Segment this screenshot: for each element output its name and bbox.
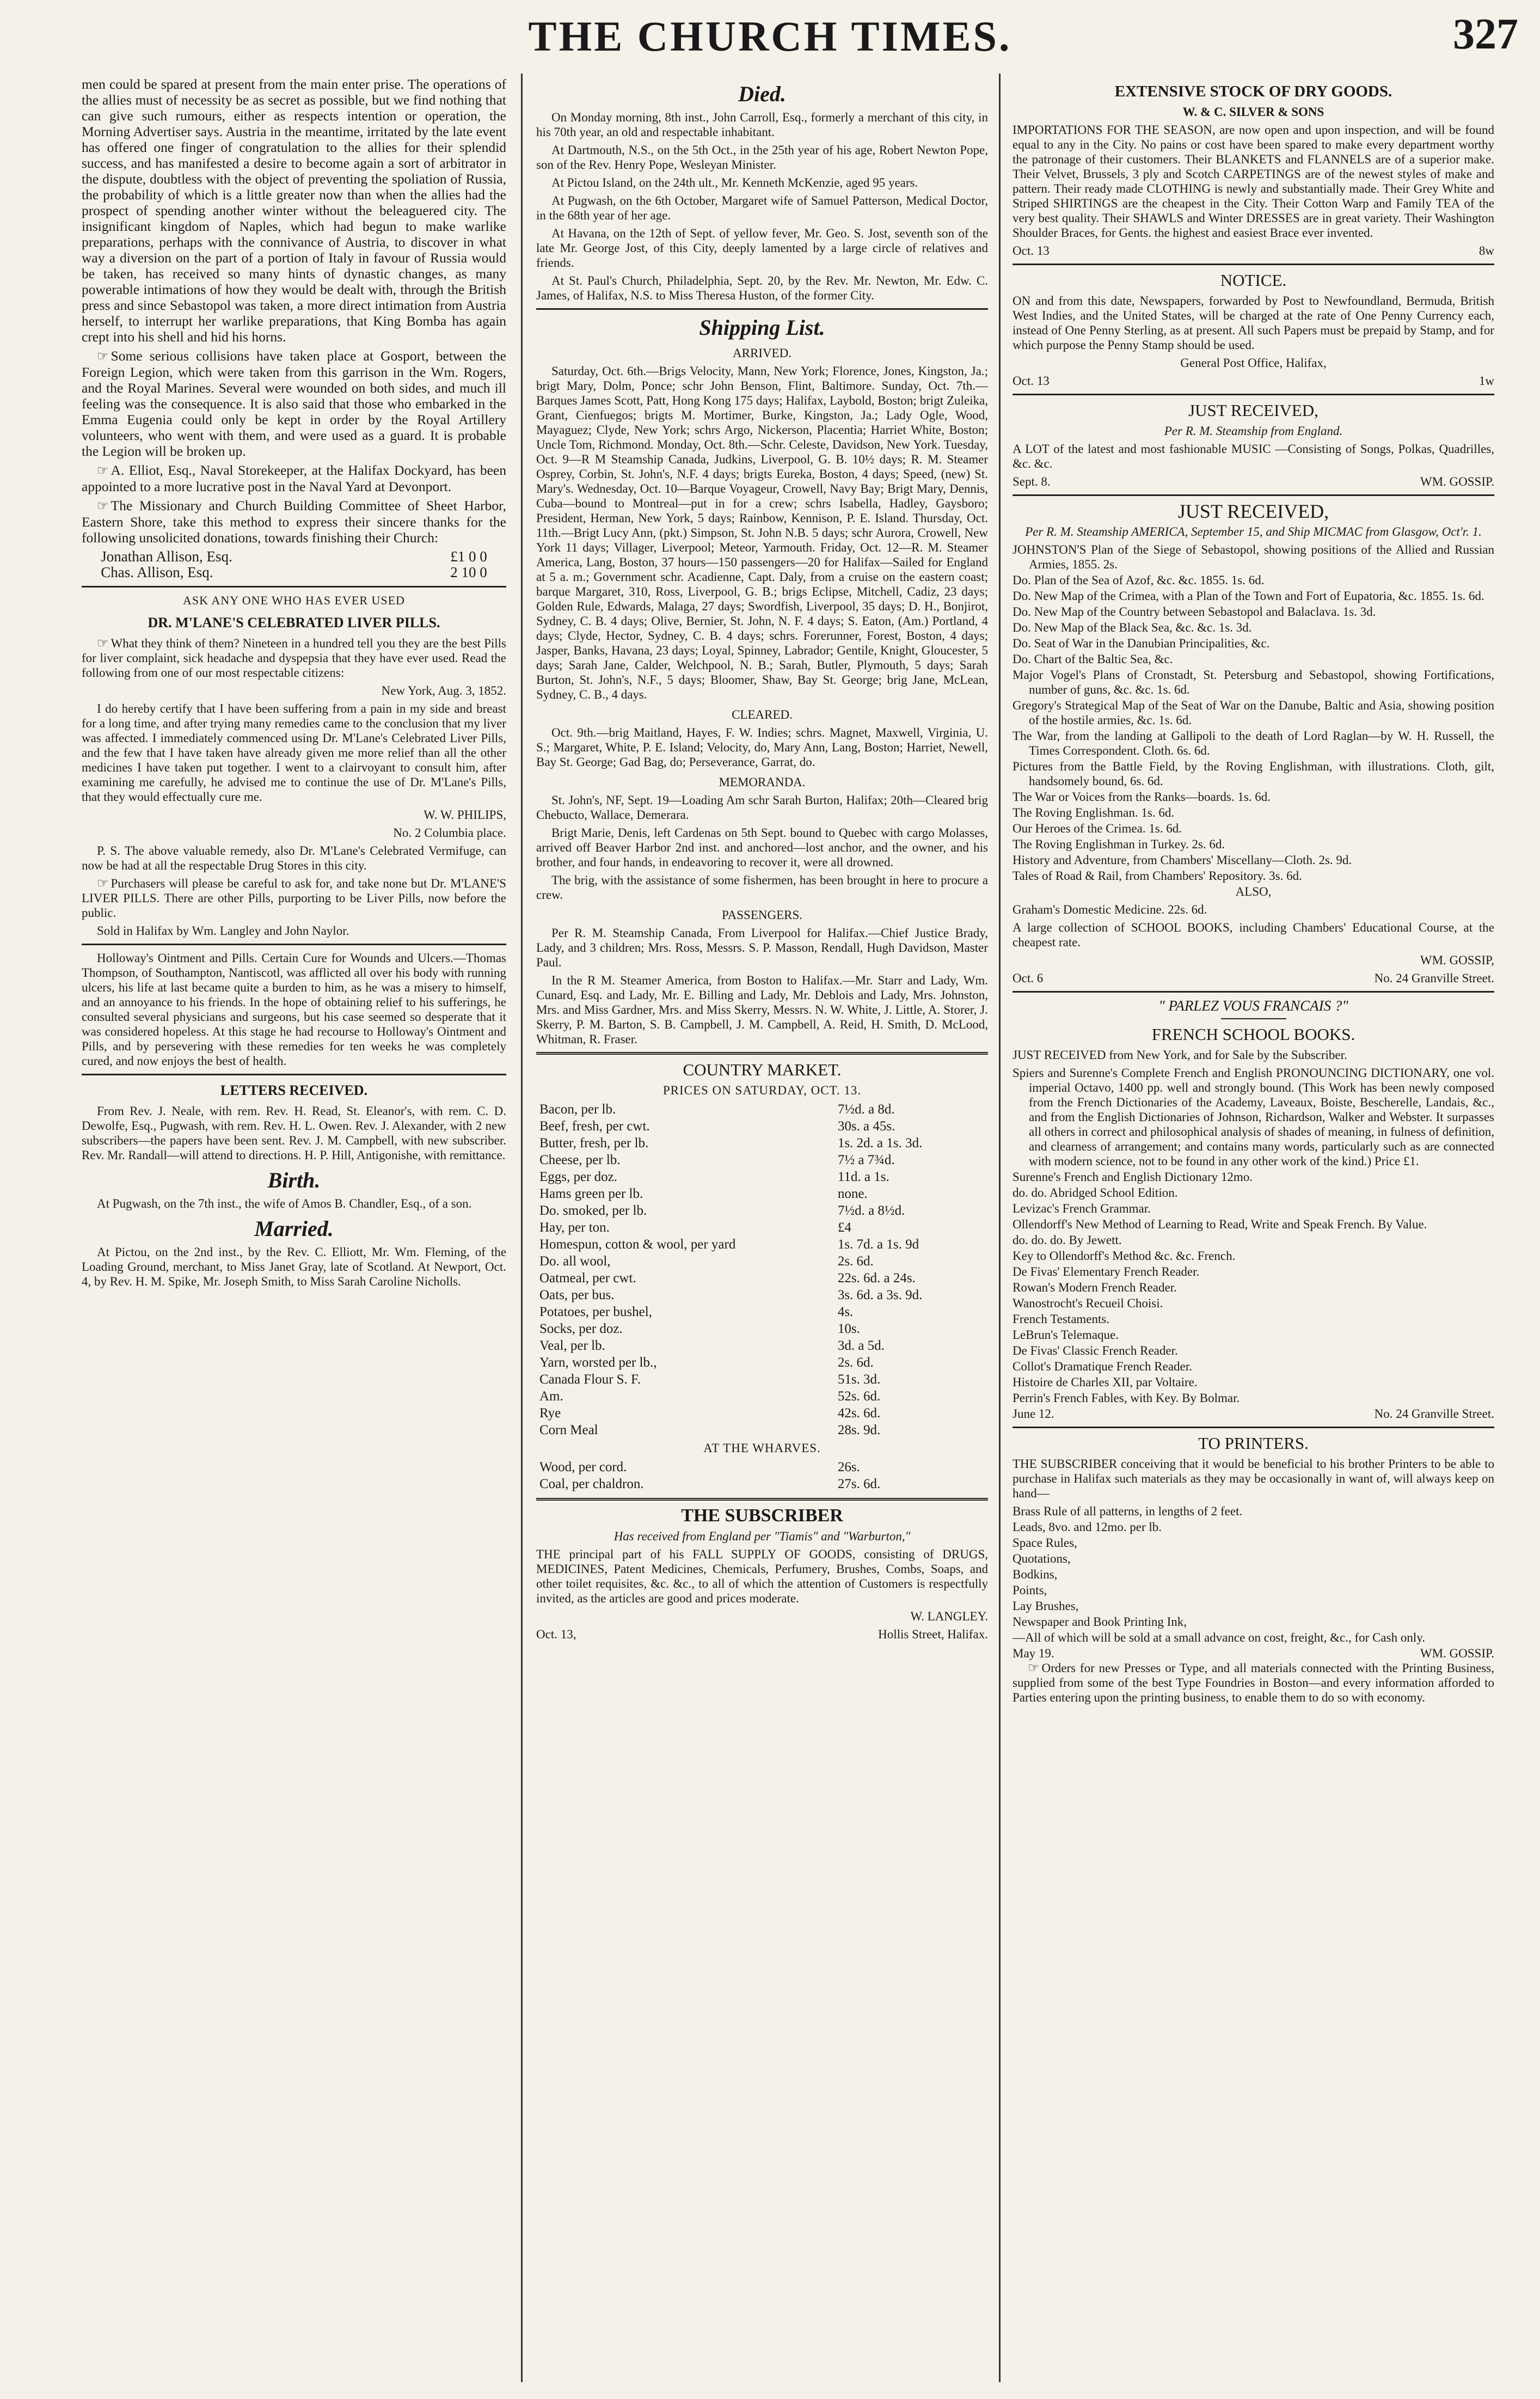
- just-received-2-heading: JUST RECEIVED,: [1177, 500, 1329, 522]
- market-item: Hams green per lb.: [539, 1186, 643, 1201]
- market-price: 3d. a 5d.: [837, 1338, 885, 1353]
- printers-signature: WM. GOSSIP.: [1420, 1647, 1494, 1660]
- list-item: Spiers and Surenne's Complete French and English PRONOUNCING DICTIONARY, one vol. imperial Octavo, 1400 pp. well and strongly bound. (This Work has been newly composed from the French Dictionaries of the Academy, Laveaux, Boiste, Bescherelle, Landais, &c., and from the English Dictionaries of Johnson, Richardson, Walker and Webster. It surpasses all others in correct and philosophical analysis of shades of meaning, in fulness of definition, and clearness of arrangement; and contains many words, particularly such as are connected with modern science, not to be found in any other work of the kind.) Price £1.: [1013, 1066, 1494, 1168]
- market-item: Oatmeal, per cwt.: [539, 1271, 636, 1286]
- list-item: De Fivas' Classic French Reader.: [1013, 1344, 1178, 1357]
- list-item: Major Vogel's Plans of Cronstadt, St. Petersburg and Sebastopol, showing Fortifications, number of guns, &c. &c. 1s. 6d.: [1013, 668, 1494, 696]
- subscriber-footer: [536, 1627, 988, 1642]
- subscriber-heading: THE SUBSCRIBER: [681, 1506, 843, 1526]
- school-books-item: A large collection of SCHOOL BOOKS, including Chambers' Educational Course, at the cheapest rate.: [1013, 921, 1494, 949]
- divider: [536, 1052, 988, 1055]
- table-row: [536, 1118, 988, 1135]
- table-row: Jonathan Allison, Esq. £1 0 0: [101, 548, 487, 565]
- jr2-signature: WM. GOSSIP,: [1420, 953, 1494, 967]
- list-item: Collot's Dramatique French Reader.: [1013, 1360, 1192, 1373]
- market-item: Hay, per ton.: [539, 1220, 610, 1235]
- table-row: [536, 1459, 988, 1476]
- divider: [536, 1498, 988, 1501]
- married-heading: Married.: [254, 1216, 334, 1241]
- list-item: Surenne's French and English Dictionary 12mo.: [1013, 1170, 1253, 1184]
- market-item: Eggs, per doz.: [539, 1170, 618, 1184]
- list-item: Rowan's Modern French Reader.: [1013, 1281, 1177, 1294]
- list-item: Do. Plan of the Sea of Azof, &c. &c. 1855. 1s. 6d.: [1013, 573, 1265, 587]
- list-item: JOHNSTON'S Plan of the Siege of Sebastopol, showing positions of the Allied and Russian Armies, 1855. 2s.: [1013, 543, 1494, 571]
- list-item: Wanostrocht's Recueil Choisi.: [1013, 1296, 1163, 1310]
- died-notice: At Pictou Island, on the 24th ult., Mr. Kenneth McKenzie, aged 95 years.: [551, 176, 918, 189]
- divider: [82, 944, 506, 945]
- column-rule: [999, 74, 1001, 2382]
- passengers-item: Per R. M. Steamship Canada, From Liverpool for Halifax.—Chief Justice Brady, Lady, and 3 children; Mrs. Ross, Messrs. S. P. Masson, Rendall, Hugh Davidson, Master Paul.: [536, 926, 988, 969]
- notice-footer: [1013, 374, 1494, 388]
- article-collisions: ☞ Some serious collisions have taken place at Gosport, between the Foreign Legion, which were taken from this garrison in the Wm. Rogers, and the Royal Marines. Several were wounded on both sides, and much ill feeling was the consequence. It is also said that those who embarked in the Emma Eugenia could only be kept in order by the Royal Artillery volunteers, who went with them, and were used as a guard. It is probable the Legion will be broken up.: [82, 348, 506, 459]
- list-item: Newspaper and Book Printing Ink,: [1013, 1615, 1187, 1629]
- market-price: 7½ a 7¾d.: [837, 1153, 895, 1167]
- arrived-heading: ARRIVED.: [733, 346, 792, 360]
- market-price: £4: [837, 1220, 851, 1235]
- french-date: June 12.: [1013, 1407, 1054, 1421]
- list-item: Do. New Map of the Black Sea, &c. &c. 1s. 3d.: [1013, 621, 1252, 634]
- table-row: Chas. Allison, Esq. 2 10 0: [101, 564, 487, 580]
- drygoods-subheading: W. & C. SILVER & SONS: [1182, 105, 1324, 119]
- table-row: [536, 1185, 988, 1202]
- printers-heading: TO PRINTERS.: [1198, 1434, 1309, 1453]
- birth-notice: At Pugwash, on the 7th inst., the wife of Amos B. Chandler, Esq., of a son.: [97, 1197, 472, 1210]
- pointing-hand-icon: ☞: [97, 348, 109, 364]
- mlane-caution: ☞ Purchasers will please be careful to ask for, and take none but Dr. M'LANE'S LIVER PILLS. There are other Pills, purporting to be Liver Pills, now before the public.: [82, 876, 506, 920]
- mlane-sold: Sold in Halifax by Wm. Langley and John Naylor.: [97, 924, 349, 938]
- memoranda-item: St. John's, NF, Sept. 19—Loading Am schr Sarah Burton, Halifax; 20th—Cleared brig Chebucto, Wallace, Demerara.: [536, 793, 988, 822]
- divider: [1013, 394, 1494, 395]
- market-item: Socks, per doz.: [539, 1321, 623, 1336]
- also-label: ALSO,: [1235, 885, 1272, 898]
- table-row: [536, 1236, 988, 1253]
- divider: [82, 586, 506, 587]
- divider: [1013, 264, 1494, 265]
- table-row: [536, 1101, 988, 1118]
- table-row: [536, 1422, 988, 1439]
- mlane-signature: W. W. PHILIPS,: [424, 808, 506, 822]
- market-price: 27s. 6d.: [837, 1477, 881, 1491]
- maps-book-list: [1013, 542, 1494, 883]
- pointing-hand-icon: ☞: [97, 498, 109, 513]
- list-item: Brass Rule of all patterns, in lengths of 2 feet.: [1013, 1504, 1243, 1518]
- donations-table: [99, 549, 489, 580]
- notice-body: ON and from this date, Newspapers, forwarded by Post to Newfoundland, Bermuda, British West Indies, and the United States, will be charged at the rate of One Penny Currency each, instead of One Penny Sterling, as at present. All such Papers must be prepaid by Stamp, and for which purpose the Penny Stamp should be used.: [1013, 294, 1494, 352]
- page-number: 327: [1453, 10, 1518, 58]
- market-item: Yarn, worsted per lb.,: [539, 1355, 657, 1370]
- list-item: Bodkins,: [1013, 1568, 1058, 1581]
- notice-date: Oct. 13: [1013, 374, 1050, 388]
- divider: [1013, 991, 1494, 993]
- table-row: [536, 1168, 988, 1185]
- table-row: [536, 1303, 988, 1320]
- list-item: Quotations,: [1013, 1552, 1071, 1565]
- market-item: Beef, fresh, per cwt.: [539, 1119, 650, 1134]
- list-item: Lay Brushes,: [1013, 1599, 1079, 1613]
- french-book-list: [1013, 1066, 1494, 1405]
- article-missionary: ☞ The Missionary and Church Building Committee of Sheet Harbor, Eastern Shore, take this method to express their sincere thanks for the following unsolicited donations, towards finishing their Church:: [82, 498, 506, 546]
- table-row: [536, 1202, 988, 1219]
- column-2: [536, 76, 988, 2379]
- market-heading: COUNTRY MARKET.: [683, 1060, 842, 1079]
- french-footer: [1013, 1406, 1494, 1421]
- list-item: Perrin's French Fables, with Key. By Bolmar.: [1013, 1391, 1240, 1405]
- subscriber-address: Hollis Street, Halifax.: [878, 1627, 988, 1641]
- mlane-dateline: New York, Aug. 3, 1852.: [381, 684, 506, 697]
- just-received-subheading: Per R. M. Steamship from England.: [1164, 424, 1343, 438]
- list-item: Points,: [1013, 1583, 1047, 1597]
- list-item: Leads, 8vo. and 12mo. per lb.: [1013, 1520, 1162, 1534]
- market-item: Potatoes, per bushel,: [539, 1305, 652, 1319]
- market-price: 30s. a 45s.: [837, 1119, 895, 1134]
- died-notice: At Pugwash, on the 6th October, Margaret wife of Samuel Patterson, Medical Doctor, in the 68th year of her age.: [536, 194, 988, 222]
- market-price: 7½d. a 8½d.: [837, 1203, 905, 1218]
- pointing-hand-icon: ☞: [97, 463, 109, 478]
- holloway-ad: Holloway's Ointment and Pills. Certain Cure for Wounds and Ulcers.—Thomas Thompson, of Southampton, Nantiscotl, was afflicted all over his body with running ulcers, his life at last became quite a burden to him, as he was a misery to himself, and an annoyance to his friends. In the hope of obtaining relief to his sufferings, he consulted several physicians and surgeons, but his case seemed so desperate that it was considered hopeless. At this stage he had recourse to Holloway's Ointment and Pills, and by persevering with these remedies for ten weeks he was completely cured, and now enjoys the best of health.: [82, 951, 506, 1068]
- list-item: Ollendorff's New Method of Learning to Read, Write and Speak French. By Value.: [1013, 1217, 1427, 1231]
- divider: [536, 308, 988, 310]
- table-row: [536, 1354, 988, 1371]
- market-item: Rye: [539, 1406, 561, 1421]
- letters-list: From Rev. J. Neale, with rem. Rev. H. Read, St. Eleanor's, with rem. C. D. Dewolfe, Esq., Pugwash, with rem. Rev. H. L. Owen. Rev. J. Alexander, with 2 new subscribers—the papers have been sent. Rev. J. M. Campbell, with new subscriber. Rev. Mr. Randall—will attend to directions. H. P. Hill, Antigonishe, with remittance.: [82, 1104, 506, 1162]
- cleared-heading: CLEARED.: [732, 708, 793, 721]
- just-received-signature: WM. GOSSIP.: [1420, 475, 1494, 488]
- market-item: Wood, per cord.: [539, 1460, 627, 1474]
- masthead: [0, 0, 1540, 60]
- list-item: Key to Ollendorff's Method &c. &c. French.: [1013, 1249, 1236, 1263]
- notice-heading: NOTICE.: [1220, 271, 1287, 290]
- article-elliot: ☞ A. Elliot, Esq., Naval Storekeeper, at the Halifax Dockyard, has been appointed to a more lucrative post in the Naval Yard at Devonport.: [82, 462, 506, 494]
- passengers-item: In the R M. Steamer America, from Boston to Halifax.—Mr. Starr and Lady, Wm. Cunard, Esq. and Lady, Mr. E. Billing and Lady, Mr. Deblois and Lady, Mrs. Johnston, Mrs. and Miss Gardner, Mrs. and Miss Skerry, Messrs. N. W. White, J. Little, A. Storer, J. Skerry, P. M. Barton, S. B. Campbell, J. M. Campbell, A. Reid, H. Smith, D. McLood, Whitman, R. Fraser.: [536, 974, 988, 1046]
- market-item: Cheese, per lb.: [539, 1153, 621, 1167]
- list-item: do. do. Abridged School Edition.: [1013, 1186, 1178, 1200]
- list-item: The War, from the landing at Gallipoli to the death of Lord Raglan—by W. H. Russell, the Times Correspondent. Cloth. 6s. 6d.: [1013, 729, 1494, 757]
- list-item: French Testaments.: [1013, 1312, 1110, 1326]
- market-table: [536, 1101, 988, 1439]
- divider: [82, 1074, 506, 1075]
- table-row: [536, 1152, 988, 1168]
- table-row: [536, 1476, 988, 1492]
- market-price: 42s. 6d.: [837, 1406, 881, 1421]
- divider: [1013, 494, 1494, 496]
- table-row: [536, 1270, 988, 1287]
- market-item: Corn Meal: [539, 1423, 598, 1437]
- table-row: [536, 1337, 988, 1354]
- jr2-footer: [1013, 971, 1494, 986]
- market-price: 10s.: [837, 1321, 860, 1336]
- market-item: Bacon, per lb.: [539, 1102, 616, 1117]
- subscriber-signature: W. LANGLEY.: [910, 1609, 988, 1623]
- list-item: Histoire de Charles XII, par Voltaire.: [1013, 1375, 1198, 1389]
- pointing-hand-icon: ☞: [1028, 1660, 1040, 1675]
- list-item: Space Rules,: [1013, 1536, 1077, 1550]
- died-notice: At Havana, on the 12th of Sept. of yellow fever, Mr. Geo. S. Jost, seventh son of the late Mr. George Jost, of this City, deeply lamented by a large circle of relatives and friends.: [536, 227, 988, 270]
- just-received-2-subheading: Per R. M. Steamship AMERICA, September 15, and Ship MICMAC from Glasgow, Oct'r. 1.: [1025, 525, 1482, 538]
- drygoods-footer: [1013, 243, 1494, 258]
- column-1: [82, 76, 506, 2379]
- table-row: [536, 1388, 988, 1405]
- market-price: 2s. 6d.: [837, 1355, 874, 1370]
- mlane-intro: ☞ What they think of them? Nineteen in a hundred tell you they are the best Pills for liver complaint, sick headache and dyspepsia that they have ever used. Read the following from one of our most respectable citizens:: [82, 635, 506, 680]
- passengers-heading: PASSENGERS.: [721, 908, 803, 922]
- market-price: 11d. a 1s.: [837, 1170, 889, 1184]
- market-price: 7½d. a 8d.: [837, 1102, 895, 1117]
- pointing-hand-icon: ☞: [97, 635, 109, 651]
- mlane-address: No. 2 Columbia place.: [393, 826, 506, 840]
- market-price: 1s. 2d. a 1s. 3d.: [837, 1136, 923, 1150]
- list-item: LeBrun's Telemaque.: [1013, 1328, 1119, 1342]
- memoranda-item: Brigt Marie, Denis, left Cardenas on 5th Sept. bound to Quebec with cargo Molasses, arrived off Beaver Harbor 2nd inst. and anchored—lost anchor, and the owner, and his brother, and four hands, in endeavoring to recover it, were all drowned.: [536, 826, 988, 869]
- parlez-heading: " PARLEZ VOUS FRANCAIS ?": [1158, 997, 1348, 1014]
- birth-heading: Birth.: [267, 1168, 321, 1192]
- market-price: 22s. 6d. a 24s.: [837, 1271, 916, 1286]
- divider: [1013, 1427, 1494, 1428]
- list-item: The Roving Englishman. 1s. 6d.: [1013, 806, 1175, 819]
- market-price: 1s. 7d. a 1s. 9d: [837, 1237, 919, 1252]
- graham-item: Graham's Domestic Medicine. 22s. 6d.: [1013, 903, 1207, 916]
- mlane-ask: ASK ANY ONE WHO HAS EVER USED: [183, 593, 405, 607]
- market-price: 28s. 9d.: [837, 1423, 881, 1437]
- market-item: Homespun, cotton & wool, per yard: [539, 1237, 736, 1252]
- notice-code: 1w: [1478, 374, 1494, 388]
- memoranda-item: The brig, with the assistance of some fishermen, has been brought in here to procure a crew.: [536, 873, 988, 902]
- market-item: Do. smoked, per lb.: [539, 1203, 647, 1218]
- printers-body: THE SUBSCRIBER conceiving that it would be beneficial to his brother Printers to be able to purchase in Halifax such materials as they may be occasionally in want of, will always keep on hand—: [1013, 1457, 1494, 1500]
- market-item: Am.: [539, 1389, 563, 1404]
- died-notice: At Dartmouth, N.S., on the 5th Oct., in the 25th year of his age, Robert Newton Pope, son of the Rev. Henry Pope, Wesleyan Minister.: [536, 143, 988, 172]
- market-item: Oats, per bus.: [539, 1288, 615, 1302]
- table-row: [536, 1405, 988, 1422]
- just-received-footer: [1013, 474, 1494, 489]
- french-address: No. 24 Granville Street.: [1374, 1407, 1494, 1421]
- market-subheading: PRICES ON SATURDAY, OCT. 13.: [662, 1084, 862, 1097]
- subscriber-subheading: Has received from England per "Tiamis" and "Warburton,": [613, 1529, 911, 1543]
- drygoods-body: IMPORTATIONS FOR THE SEASON, are now open and upon inspection, and will be found equal to any in the City. No pains or cost have been spared to make every department worthy the patronage of their customers. Their BLANKETS and FLANNELS are of a superior make. Their Velvet, Brussels, 3 ply and Scotch CARPETINGS are of the newest styles of make and pattern. Their ready made CLOTHING is newly and substantially made. Their Grey White and Striped SHIRTINGS are the cheapest in the City. Their Cotton Warp and Family TEA of the very best quality. Their SHAWLS and Winter DRESSES are in great variety. Their Washington Shoulder Braces, for Gents. the highest and easiest Brace ever invented.: [1013, 123, 1494, 240]
- wharves-table: [536, 1459, 988, 1492]
- french-intro: JUST RECEIVED from New York, and for Sale by the Subscriber.: [1013, 1048, 1347, 1062]
- list-item: Do. New Map of the Crimea, with a Plan of the Town and Fort of Eupatoria, &c. 1855. 1s. 6d.: [1013, 589, 1484, 603]
- cleared-list: Oct. 9th.—brig Maitland, Hayes, F. W. Indies; schrs. Magnet, Maxwell, Virginia, U. S.; Margaret, White, P. E. Island; Velocity, do, Mary Ann, Lang, Boston; Harriet, Newell, Bay St. George; Gad Bag, do; Perseverance, Garrat, do.: [536, 726, 988, 769]
- printers-footer: [1013, 1646, 1494, 1661]
- drygoods-heading: EXTENSIVE STOCK OF DRY GOODS.: [1114, 83, 1392, 100]
- died-heading: Died.: [738, 82, 786, 106]
- market-price: 2s. 6d.: [837, 1254, 874, 1269]
- market-price: 51s. 3d.: [837, 1372, 881, 1387]
- drygoods-code: 8w: [1478, 244, 1494, 258]
- french-heading: FRENCH SCHOOL BOOKS.: [1151, 1025, 1355, 1044]
- pointing-hand-icon: ☞: [97, 876, 109, 891]
- market-price: 52s. 6d.: [837, 1389, 881, 1404]
- market-item: Canada Flour S. F.: [539, 1372, 641, 1387]
- just-received-body: A LOT of the latest and most fashionable MUSIC —Consisting of Songs, Polkas, Quadrilles, &c. &c.: [1013, 442, 1494, 470]
- list-item: Levizac's French Grammar.: [1013, 1202, 1151, 1215]
- subscriber-body: THE principal part of his FALL SUPPLY OF GOODS, consisting of DRUGS, MEDICINES, Patent Medicines, Chemicals, Perfumery, Brushes, Combs, Soaps, and other toilet requisites, &c. &c., to all of which the attention of Customers is respectfully invited, as the articles are good and prices moderate.: [536, 1547, 988, 1605]
- married-notice: At Pictou, on the 2nd inst., by the Rev. C. Elliott, Mr. Wm. Fleming, of the Loading Ground, merchant, to Miss Janet Gray, late of Scotland. At Newport, Oct. 4, by Rev. H. M. Spike, Mr. Joseph Smith, to Miss Sarah Caroline Nicholls.: [82, 1245, 506, 1288]
- table-row: [536, 1135, 988, 1152]
- memoranda-heading: MEMORANDA.: [719, 775, 806, 789]
- table-row: [536, 1253, 988, 1270]
- died-notice: On Monday morning, 8th inst., John Carroll, Esq., formerly a merchant of this city, in his 70th year, an old and respectable inhabitant.: [536, 111, 988, 139]
- jr2-address: No. 24 Granville Street.: [1374, 971, 1494, 985]
- article-war-news: men could be spared at present from the main enter prise. The operations of the allies must of necessity be as secret as possible, but we find nothing that can give such rumours, either as respects intention or operation, the Morning Advertiser says. Austria in the meantime, irritated by the late event has offered one finger of congratulation to the allies for their splendid success, and has manifested a desire to become again a sort of arbitrator in the dispute, doubtless with the object of preventing the spoliation of Russia, the probability of which is a little greater now than when the allies had the prospect of spending another winter without the beleaguered city. The insignificant kingdom of Naples, which had begun to make warlike preparations, perhaps with the connivance of Austria, to discover in what way a diversion on the part of a portion of Italy in favour of Russia would be taken, has received so many hints of dynastic changes, as many powerable intimations of how they would be dealt with, through the British press and since Sebastopol was taken, a more direct intimation from Austria herself, to interrupt her warlike preparations, that King Bomba has again crept into his shell and hid his horns.: [82, 76, 506, 345]
- table-row: [536, 1287, 988, 1303]
- market-item: Butter, fresh, per lb.: [539, 1136, 649, 1150]
- list-item: De Fivas' Elementary French Reader.: [1013, 1265, 1200, 1278]
- arrived-list: Saturday, Oct. 6th.—Brigs Velocity, Mann, New York; Florence, Jones, Kingston, Ja.; brigt Mary, Dolm, Ponce; schr John Benson, Flint, Baltimore. Sunday, Oct. 7th.—Barques James Scott, Patt, Hong Kong 175 days; Halifax, Laybold, Boston; brigt Zuleika, Grant, Cienfuegos; brigts M. Mortimer, Burke, Kingston, Ja.; Lady Ogle, Wood, Mayaguez; Clyde, New York; schrs Argo, Nickerson, Placentia; Harriet White, Boston; Uncle Tom, Richmond. Monday, Oct. 8th.—Schr. Celeste, Davidson, New York. Tuesday, Oct. 9—R M Steamship Canada, Judkins, Liverpool, G. B. 10½ days; R. M. Steamer Osprey, Corbin, St. John's, N.F. 4 days; brigts Eureka, Boston, 4 days; Speed, (new) St. Mary's. Wednesday, Oct. 10—Barque Voyageur, Crowell, Navy Bay; Brigt Mary, Dennis, Cuba—bound to Montreal—put in for a crew; schrs Isabella, Hadley, Gaysboro; President, Herman, New York, 5 days; Rainbow, Kennison, P. E. Island. Thursday, Oct. 11th.—Brigt Lucy Ann, (pkt.) Simpson, St. John N.B. 5 days; schr Aurora, Crowell, New York 11 days; Villager, Liverpool; Meteor, Yarmouth. Friday, Oct. 12—R. M. Steamer America, Lang, Boston, 37 hours—150 passengers—20 for Halifax—Sailed for England at 5 a. m.; Government schr. Acadienne, Capt. Daly, from a cruise on the eastern coast; barque Margaret, 310, Ross, Liverpool, G. B.; brigs Eclipse, Mitchell, Cadiz, 23 days; Golden Rule, Edwards, Malaga, 27 days; Swordfish, Liverpool, 35 days; D. H., Bonjirot, Sydney, C. B. 4 days; Olive, Bernier, St. John, N. F. 4 days; S. Eaton, (Am.) Portland, 4 days; Clyde, Hector, Sydney, C. B. 4 days; schrs. Forerunner, Forest, Boston, 4 days; Jasper, Banks, Havana, 23 days; Loyal, Spinney, Labrador; Gentile, Knight, Gloucester, 5 days; Sarah Jane, Calder, Welchpool, N. B.; Sarah, Butler, Plymouth, 5 days; Sarah Burton, St. John's, N.F., 5 days; Bloomer, Shaw, Bay St. George; brig Jane, McLean, Sydney, C. B., 4 days.: [536, 364, 988, 701]
- shipping-heading: Shipping List.: [699, 315, 825, 340]
- died-notice: At St. Paul's Church, Philadelphia, Sept. 20, by the Rev. Mr. Newton, Mr. Edw. C. James, of Halifax, N.S. to Miss Theresa Huston, of the former City.: [536, 274, 988, 302]
- table-row: [536, 1320, 988, 1337]
- list-item: Tales of Road & Rail, from Chambers' Repository. 3s. 6d.: [1013, 869, 1302, 883]
- market-price: 4s.: [837, 1305, 854, 1319]
- column-rule: [521, 74, 523, 2382]
- list-item: The War or Voices from the Ranks—boards. 1s. 6d.: [1013, 790, 1271, 804]
- list-item: Do. New Map of the Country between Sebastopol and Balaclava. 1s. 3d.: [1013, 605, 1376, 619]
- letters-heading: LETTERS RECEIVED.: [220, 1082, 368, 1098]
- list-item: —All of which will be sold at a small advance on cost, freight, &c., for Cash only.: [1013, 1631, 1425, 1644]
- printers-list: [1013, 1504, 1494, 1645]
- market-price: none.: [837, 1186, 868, 1201]
- masthead-title: THE CHURCH TIMES.: [528, 13, 1012, 60]
- wharves-heading: AT THE WHARVES.: [703, 1441, 821, 1455]
- market-item: Veal, per lb.: [539, 1338, 605, 1353]
- printers-date: May 19.: [1013, 1647, 1054, 1660]
- column-3: [1013, 76, 1494, 2379]
- list-item: History and Adventure, from Chambers' Miscellany—Cloth. 2s. 9d.: [1013, 853, 1352, 867]
- subscriber-date: Oct. 13,: [536, 1627, 576, 1641]
- market-price: 3s. 6d. a 3s. 9d.: [837, 1288, 923, 1302]
- list-item: Pictures from the Battle Field, by the Roving Englishman, with illustrations. Cloth, gilt, handsomely bound, 6s. 6d.: [1013, 760, 1494, 788]
- just-received-heading: JUST RECEIVED,: [1188, 401, 1318, 420]
- list-item: Gregory's Strategical Map of the Seat of War on the Danube, Baltic and Asia, showing position of the hostile armies, &c. 1s. 6d.: [1013, 699, 1494, 727]
- mlane-heading: DR. M'LANE'S CELEBRATED LIVER PILLS.: [148, 615, 440, 631]
- mlane-ps: P. S. The above valuable remedy, also Dr. M'Lane's Celebrated Vermifuge, can now be had at all the respectable Drug Stores in this city.: [82, 844, 506, 872]
- list-item: Our Heroes of the Crimea. 1s. 6d.: [1013, 822, 1182, 835]
- printers-orders: ☞ Orders for new Presses or Type, and all materials connected with the Printing Business, supplied from some of the best Type Foundries in Boston—and every information afforded to Parties entering upon the printing business, to enable them to do so with economy.: [1013, 1660, 1494, 1704]
- table-row: [536, 1371, 988, 1388]
- list-item: Do. Seat of War in the Danubian Principalities, &c.: [1013, 637, 1270, 650]
- list-item: The Roving Englishman in Turkey. 2s. 6d.: [1013, 837, 1225, 851]
- notice-signature: General Post Office, Halifax,: [1180, 356, 1327, 370]
- just-received-date: Sept. 8.: [1013, 475, 1051, 488]
- list-item: Do. Chart of the Baltic Sea, &c.: [1013, 652, 1173, 666]
- market-item: Do. all wool,: [539, 1254, 611, 1269]
- list-item: do. do. do. By Jewett.: [1013, 1233, 1122, 1247]
- table-row: [536, 1219, 988, 1236]
- drygoods-date: Oct. 13: [1013, 244, 1050, 258]
- jr2-date: Oct. 6: [1013, 971, 1044, 985]
- market-item: Coal, per chaldron.: [539, 1477, 644, 1491]
- mlane-letter: I do hereby certify that I have been suffering from a pain in my side and breast for a long time, and after trying many remedies came to the conclusion that my liver was affected. I immediately commenced using Dr. M'Lane's Celebrated Liver Pills, and the few that I have taken have already given me more relief than all the other medicines I have taken put together. I went to a clairvoyant to consult him, after examining me carefully, he advised me to continue the use of Dr. M'Lane's Pills, that they would effectually cure me.: [82, 702, 506, 804]
- divider: [1221, 1018, 1286, 1019]
- market-price: 26s.: [837, 1460, 860, 1474]
